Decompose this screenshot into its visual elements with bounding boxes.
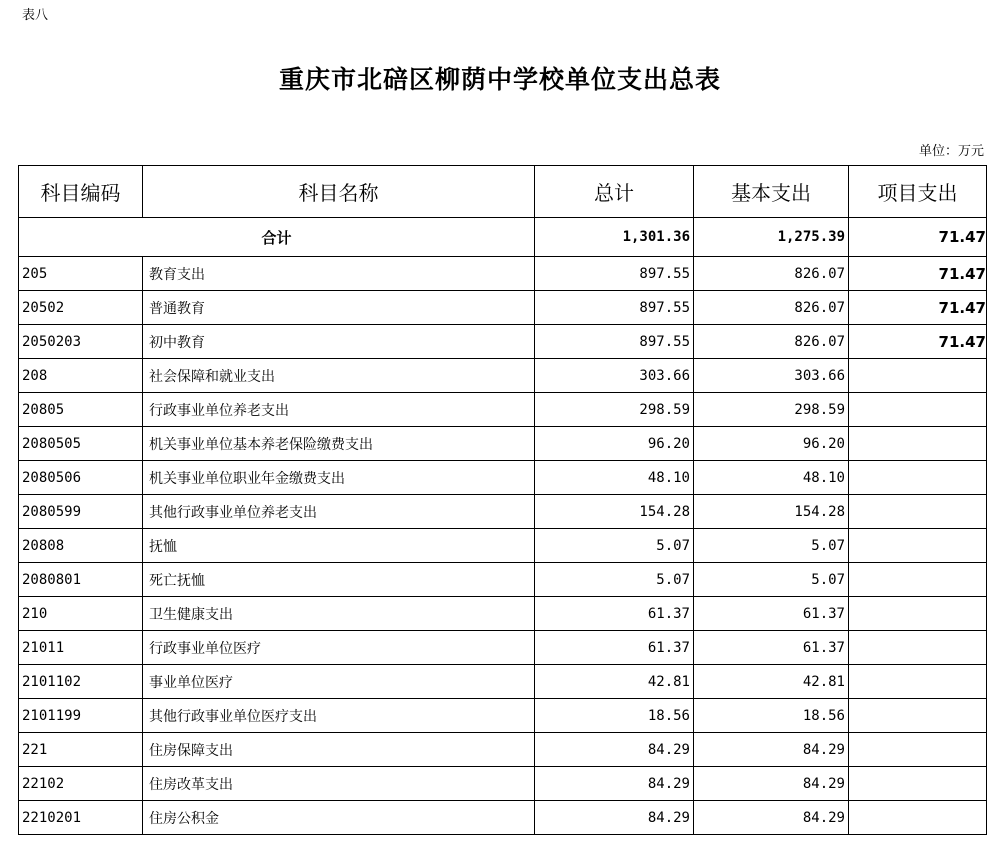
header-basic: 基本支出	[694, 166, 849, 218]
row-name: 普通教育	[143, 291, 535, 325]
row-total: 897.55	[535, 257, 694, 291]
table-row	[19, 325, 987, 359]
row-code: 2101102	[19, 665, 143, 699]
row-total: 61.37	[535, 597, 694, 631]
row-project	[849, 597, 987, 631]
table-row	[19, 291, 987, 325]
row-basic: 154.28	[694, 495, 849, 529]
row-total: 5.07	[535, 529, 694, 563]
row-name: 其他行政事业单位养老支出	[143, 495, 535, 529]
row-code: 2210201	[19, 801, 143, 835]
row-project	[849, 529, 987, 563]
table-row	[19, 631, 987, 665]
table-number-label: 表八	[22, 8, 49, 23]
row-total: 42.81	[535, 665, 694, 699]
row-name: 机关事业单位基本养老保险缴费支出	[143, 427, 535, 461]
total-basic: 1,275.39	[694, 218, 849, 257]
table-row	[19, 597, 987, 631]
row-basic: 826.07	[694, 257, 849, 291]
page-title: 重庆市北碚区柳荫中学校单位支出总表	[278, 65, 721, 94]
row-basic: 61.37	[694, 597, 849, 631]
row-total: 5.07	[535, 563, 694, 597]
table-row	[19, 529, 987, 563]
row-basic: 5.07	[694, 529, 849, 563]
row-project	[849, 563, 987, 597]
row-total: 61.37	[535, 631, 694, 665]
row-basic: 96.20	[694, 427, 849, 461]
row-total: 897.55	[535, 325, 694, 359]
table-row	[19, 767, 987, 801]
row-project: 71.47	[849, 257, 987, 291]
row-basic: 84.29	[694, 801, 849, 835]
row-basic: 48.10	[694, 461, 849, 495]
row-name: 行政事业单位医疗	[143, 631, 535, 665]
row-total: 298.59	[535, 393, 694, 427]
row-code: 2080599	[19, 495, 143, 529]
row-name: 机关事业单位职业年金缴费支出	[143, 461, 535, 495]
table-row	[19, 699, 987, 733]
row-name: 住房改革支出	[143, 767, 535, 801]
table-row	[19, 359, 987, 393]
row-total: 84.29	[535, 733, 694, 767]
expenditure-table	[18, 165, 987, 835]
row-project	[849, 461, 987, 495]
table-row	[19, 665, 987, 699]
row-code: 20502	[19, 291, 143, 325]
row-name: 住房保障支出	[143, 733, 535, 767]
row-code: 22102	[19, 767, 143, 801]
header-project: 项目支出	[849, 166, 987, 218]
table-row	[19, 495, 987, 529]
row-code: 205	[19, 257, 143, 291]
row-project	[849, 359, 987, 393]
row-project: 71.47	[849, 325, 987, 359]
row-name: 住房公积金	[143, 801, 535, 835]
table-row	[19, 427, 987, 461]
row-project	[849, 665, 987, 699]
table-row	[19, 733, 987, 767]
table-row	[19, 393, 987, 427]
row-name: 教育支出	[143, 257, 535, 291]
row-code: 21011	[19, 631, 143, 665]
row-project	[849, 631, 987, 665]
row-basic: 298.59	[694, 393, 849, 427]
row-code: 2080505	[19, 427, 143, 461]
total-sum: 1,301.36	[535, 218, 694, 257]
row-project	[849, 801, 987, 835]
table-row	[19, 563, 987, 597]
row-project	[849, 427, 987, 461]
row-name: 抚恤	[143, 529, 535, 563]
row-code: 20808	[19, 529, 143, 563]
header-code: 科目编码	[19, 166, 143, 218]
row-project	[849, 733, 987, 767]
row-name: 行政事业单位养老支出	[143, 393, 535, 427]
row-code: 208	[19, 359, 143, 393]
row-name: 死亡抚恤	[143, 563, 535, 597]
row-total: 84.29	[535, 767, 694, 801]
row-code: 2050203	[19, 325, 143, 359]
row-code: 2101199	[19, 699, 143, 733]
row-total: 154.28	[535, 495, 694, 529]
total-label: 合计	[19, 218, 535, 257]
row-total: 303.66	[535, 359, 694, 393]
row-total: 84.29	[535, 801, 694, 835]
header-total: 总计	[535, 166, 694, 218]
total-row	[19, 218, 987, 257]
header-name: 科目名称	[143, 166, 535, 218]
table-row	[19, 257, 987, 291]
row-basic: 303.66	[694, 359, 849, 393]
row-basic: 84.29	[694, 733, 849, 767]
row-basic: 61.37	[694, 631, 849, 665]
row-name: 事业单位医疗	[143, 665, 535, 699]
row-name: 其他行政事业单位医疗支出	[143, 699, 535, 733]
row-project: 71.47	[849, 291, 987, 325]
row-project	[849, 699, 987, 733]
row-total: 96.20	[535, 427, 694, 461]
row-basic: 84.29	[694, 767, 849, 801]
unit-label: 单位：万元	[918, 144, 984, 159]
row-basic: 826.07	[694, 325, 849, 359]
row-basic: 42.81	[694, 665, 849, 699]
total-project: 71.47	[849, 218, 987, 257]
row-total: 48.10	[535, 461, 694, 495]
header-row	[19, 166, 987, 218]
row-code: 20805	[19, 393, 143, 427]
row-total: 897.55	[535, 291, 694, 325]
row-project	[849, 767, 987, 801]
row-code: 210	[19, 597, 143, 631]
row-project	[849, 393, 987, 427]
row-name: 社会保障和就业支出	[143, 359, 535, 393]
row-code: 2080506	[19, 461, 143, 495]
row-name: 卫生健康支出	[143, 597, 535, 631]
row-basic: 5.07	[694, 563, 849, 597]
row-basic: 18.56	[694, 699, 849, 733]
row-name: 初中教育	[143, 325, 535, 359]
row-total: 18.56	[535, 699, 694, 733]
row-basic: 826.07	[694, 291, 849, 325]
row-project	[849, 495, 987, 529]
row-code: 2080801	[19, 563, 143, 597]
table-row	[19, 461, 987, 495]
row-code: 221	[19, 733, 143, 767]
table-row	[19, 801, 987, 835]
